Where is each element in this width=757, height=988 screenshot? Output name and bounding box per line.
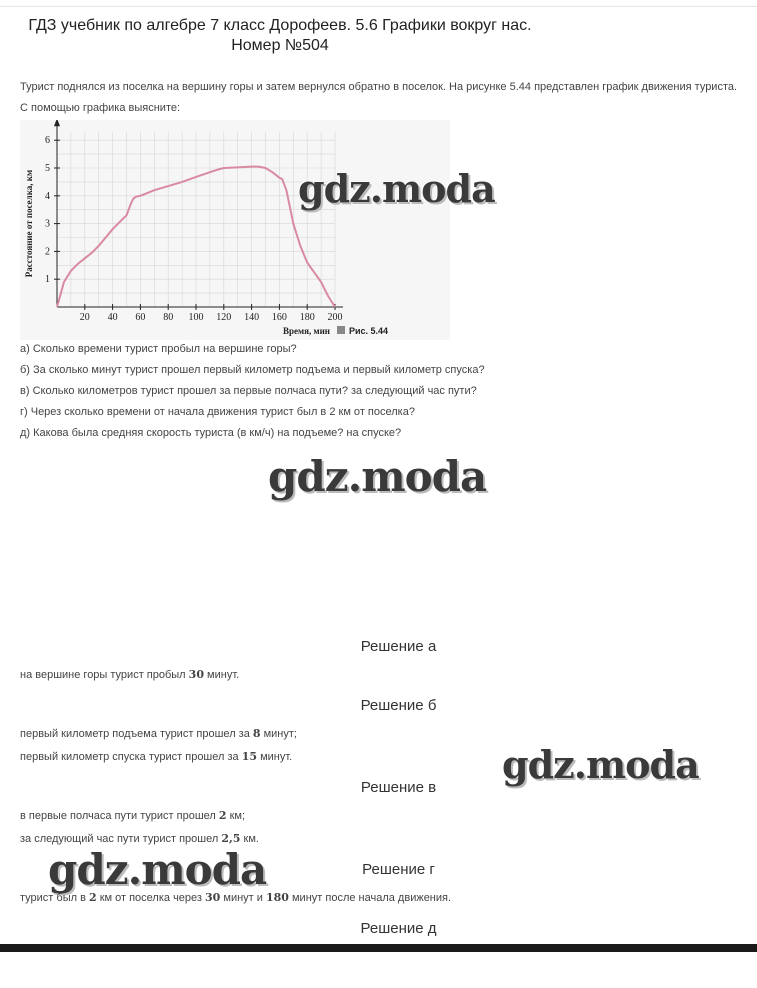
solution-c-line-2: за следующий час пути турист прошел 2,5 км. xyxy=(20,832,259,845)
x-tick-label: 40 xyxy=(107,312,118,323)
y-tick-label: 5 xyxy=(45,163,50,174)
solution-a-line-1: на вершине горы турист пробыл 30 минут. xyxy=(20,668,240,681)
y-tick-label: 4 xyxy=(45,190,50,202)
x-tick-label: 160 xyxy=(271,312,287,323)
question-e: д) Какова была средняя скорость туриста (в км/ч) на подъеме? на спуске? xyxy=(20,427,402,439)
y-axis-arrow xyxy=(54,120,60,126)
solution-d-line-1: турист был в 2 км от поселка через 30 минут и 180 минут после начала движения. xyxy=(20,891,452,904)
y-tick-label: 3 xyxy=(45,218,50,230)
solution-c-heading: Решение в xyxy=(360,779,437,796)
x-tick-label: 140 xyxy=(244,312,260,323)
solution-b-heading: Решение б xyxy=(360,697,437,714)
question-c: в) Сколько километров турист прошел за первые полчаса пути? за следующий час пути? xyxy=(20,385,477,397)
top-divider xyxy=(0,0,757,7)
solution-b-line-2: первый километр спуска турист прошел за 15 минут. xyxy=(20,750,293,763)
x-tick-label: 20 xyxy=(79,312,90,323)
watermark: gdz.moda xyxy=(268,452,487,501)
y-axis-label: Расстояние от поселка, км xyxy=(24,169,34,278)
caption-marker xyxy=(337,326,345,334)
distance-time-chart xyxy=(20,120,450,340)
x-tick-label: 200 xyxy=(327,312,343,323)
x-tick-label: 80 xyxy=(163,312,174,323)
x-tick-label: 180 xyxy=(299,312,315,323)
figure-caption: Рис. 5.44 xyxy=(349,326,389,336)
watermark: gdz.moda xyxy=(48,845,267,894)
solution-d-heading: Решение г xyxy=(362,861,435,878)
solution-b-line-1: первый километр подъема турист прошел за 8 минут; xyxy=(20,727,297,740)
x-tick-label: 60 xyxy=(135,312,146,323)
question-list xyxy=(20,339,740,444)
solution-a-heading: Решение а xyxy=(360,638,437,655)
question-b: б) За сколько минут турист прошел первый километр подъема и первый километр спуска? xyxy=(20,364,485,376)
x-tick-label: 120 xyxy=(216,312,232,323)
solution-c-line-1: в первые полчаса пути турист прошел 2 км; xyxy=(20,809,246,822)
x-tick-label: 100 xyxy=(188,312,204,323)
task-text: Турист поднялся из поселка на вершину горы и затем вернулся обратно в поселок. На рисунке 5.44 представлен график движения туриста. С помощью графика выясните: xyxy=(20,81,738,114)
y-tick-label: 6 xyxy=(45,135,50,147)
chart-figure xyxy=(20,120,450,340)
question-d: г) Через сколько времени от начала движения турист был в 2 км от поселка? xyxy=(20,406,415,418)
page-title: ГДЗ учебник по алгебре 7 класс Дорофеев. 5.6 Графики вокруг нас. Номер №504 xyxy=(28,17,532,54)
watermark: gdz.moda xyxy=(502,742,699,787)
solution-e-heading: Решение д xyxy=(360,920,437,937)
watermark: gdz.moda xyxy=(298,166,495,211)
y-tick-label: 2 xyxy=(45,246,50,258)
question-a: а) Сколько времени турист пробыл на вершине горы? xyxy=(20,343,297,355)
bottom-bar xyxy=(0,944,757,952)
x-axis-label: Время, мин xyxy=(282,326,330,336)
y-tick-label: 1 xyxy=(45,274,50,286)
